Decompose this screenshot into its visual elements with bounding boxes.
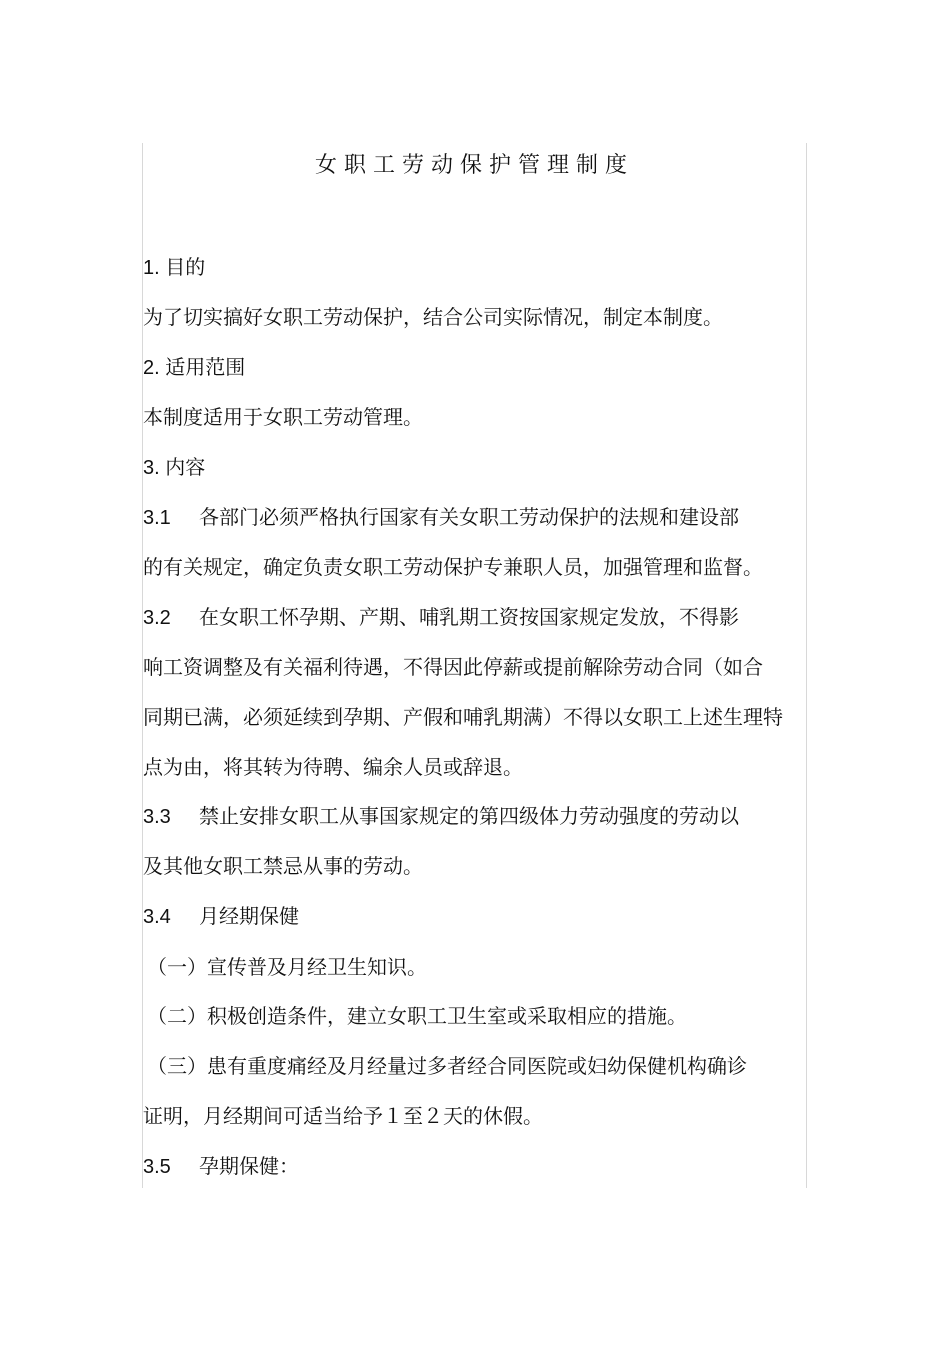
section-number: 1.: [143, 257, 166, 279]
clause-number: 3.1: [143, 507, 171, 529]
clause-3-1: [143, 503, 739, 532]
section-heading-2: [143, 353, 245, 382]
clause-3-2-continuation: 同期已满，必须延续到孕期、产假和哺乳期满）不得以女职工上述生理特: [143, 705, 783, 729]
clause-text: 月经期保健: [199, 904, 299, 928]
paragraph-purpose: 为了切实搞好女职工劳动保护，结合公司实际情况，制定本制度。: [143, 305, 723, 329]
section-title: 适用范围: [165, 355, 246, 379]
clause-text: 禁止安排女职工从事国家规定的第四级体力劳动强度的劳动以: [199, 804, 739, 828]
clause-text: 在女职工怀孕期、产期、哺乳期工资按国家规定发放，不得影: [199, 605, 739, 629]
paragraph-scope: 本制度适用于女职工劳动管理。: [143, 405, 423, 429]
section-title: 目的: [165, 255, 206, 279]
section-heading-1: [143, 253, 205, 282]
section-number: 2.: [143, 357, 166, 379]
clause-text: 孕期保健：: [199, 1154, 299, 1178]
clause-3-2-continuation: 响工资调整及有关福利待遇，不得因此停薪或提前解除劳动合同（如合: [143, 655, 763, 679]
clause-number: 3.3: [143, 806, 171, 828]
clause-3-3-continuation: 及其他女职工禁忌从事的劳动。: [143, 854, 423, 878]
section-heading-3: [143, 453, 205, 482]
clause-3-4: [143, 902, 299, 931]
clause-3-4-continuation: 证明，月经期间可适当给予１至２天的休假。: [143, 1104, 543, 1128]
clause-3-2-continuation: 点为由，将其转为待聘、编余人员或辞退。: [143, 755, 523, 779]
clause-3-2: [143, 603, 739, 632]
clause-3-5: [143, 1152, 299, 1181]
section-title: 内容: [165, 455, 206, 479]
clause-3-4-subitem: （三）患有重度痛经及月经量过多者经合同医院或妇幼保健机构确诊: [147, 1054, 747, 1078]
clause-number: 3.4: [143, 906, 171, 928]
clause-number: 3.2: [143, 607, 171, 629]
section-number: 3.: [143, 457, 166, 479]
clause-3-1-continuation: 的有关规定，确定负责女职工劳动保护专兼职人员，加强管理和监督。: [143, 555, 763, 579]
page-border-right: [806, 143, 807, 1188]
clause-3-4-subitem: （一）宣传普及月经卫生知识。: [147, 955, 427, 979]
clause-text: 各部门必须严格执行国家有关女职工劳动保护的法规和建设部: [199, 505, 739, 529]
clause-3-4-subitem: （二）积极创造条件，建立女职工卫生室或采取相应的措施。: [147, 1004, 687, 1028]
clause-number: 3.5: [143, 1156, 171, 1178]
clause-3-3: [143, 802, 739, 831]
document-title: 女职工劳动保护管理制度: [314, 153, 634, 178]
